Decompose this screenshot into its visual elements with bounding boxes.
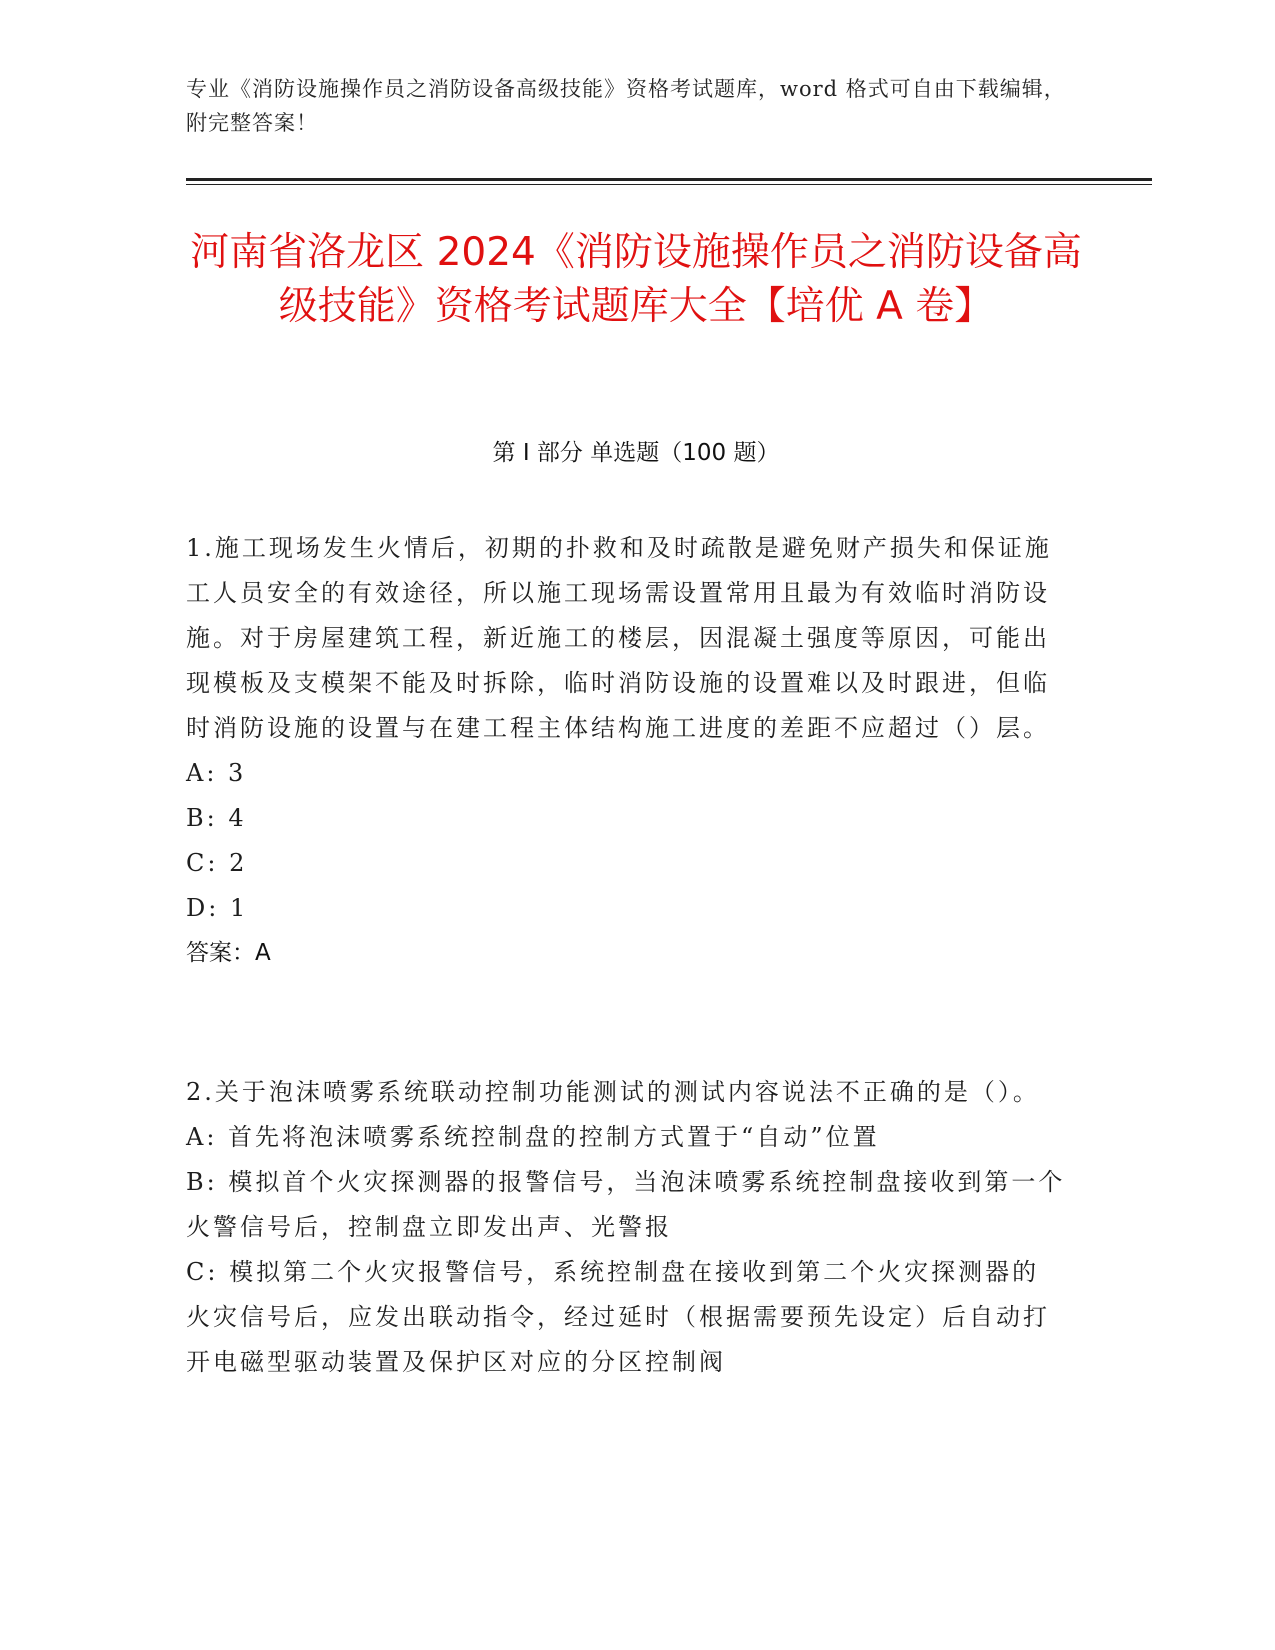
question-2 xyxy=(186,1070,1066,1385)
question-stem: 1.施工现场发生火情后，初期的扑救和及时疏散是避免财产损失和保证施工人员安全的有效途径，所以施工现场需设置常用且最为有效临时消防设施。对于房屋建筑工程，新近施工的楼层，因混凝土强度等原因，可能出现模板及支模架不能及时拆除，临时消防设施的设置难以及时跟进，但临时消防设施的设置与在建工程主体结构施工进度的差距不应超过（）层。 xyxy=(186,534,1052,742)
header-note: 专业《消防设施操作员之消防设备高级技能》资格考试题库，word 格式可自由下载编辑，附完整答案！ xyxy=(186,77,1066,135)
option-d: D: 1 xyxy=(186,894,249,922)
question-1 xyxy=(186,526,1066,976)
option-c: C: 模拟第二个火灾报警信号，系统控制盘在接收到第二个火灾探测器的火灾信号后，应发出联动指令，经过延时（根据需要预先设定）后自动打开电磁型驱动装置及保护区对应的分区控制阀 xyxy=(186,1258,1050,1376)
option-b: B: 模拟首个火灾探测器的报警信号，当泡沫喷雾系统控制盘接收到第一个火警信号后，控制盘立即发出声、光警报 xyxy=(186,1168,1066,1241)
option-c: C: 2 xyxy=(186,849,248,877)
answer-line: 答案：A xyxy=(186,940,271,966)
header-rule-thick xyxy=(186,178,1152,181)
section-heading: 第 I 部分 单选题（100 题） xyxy=(492,440,780,466)
option-a: A: 首先将泡沫喷雾系统控制盘的控制方式置于“自动”位置 xyxy=(186,1123,880,1151)
document-title: 河南省洛龙区 2024《消防设施操作员之消防设备高级技能》资格考试题库大全【培优 A 卷】 xyxy=(190,230,1082,329)
option-b: B: 4 xyxy=(186,804,247,832)
option-a: A: 3 xyxy=(186,759,247,787)
question-stem: 2.关于泡沫喷雾系统联动控制功能测试的测试内容说法不正确的是（）。 xyxy=(186,1078,1040,1106)
header-rule-thin xyxy=(186,184,1152,185)
